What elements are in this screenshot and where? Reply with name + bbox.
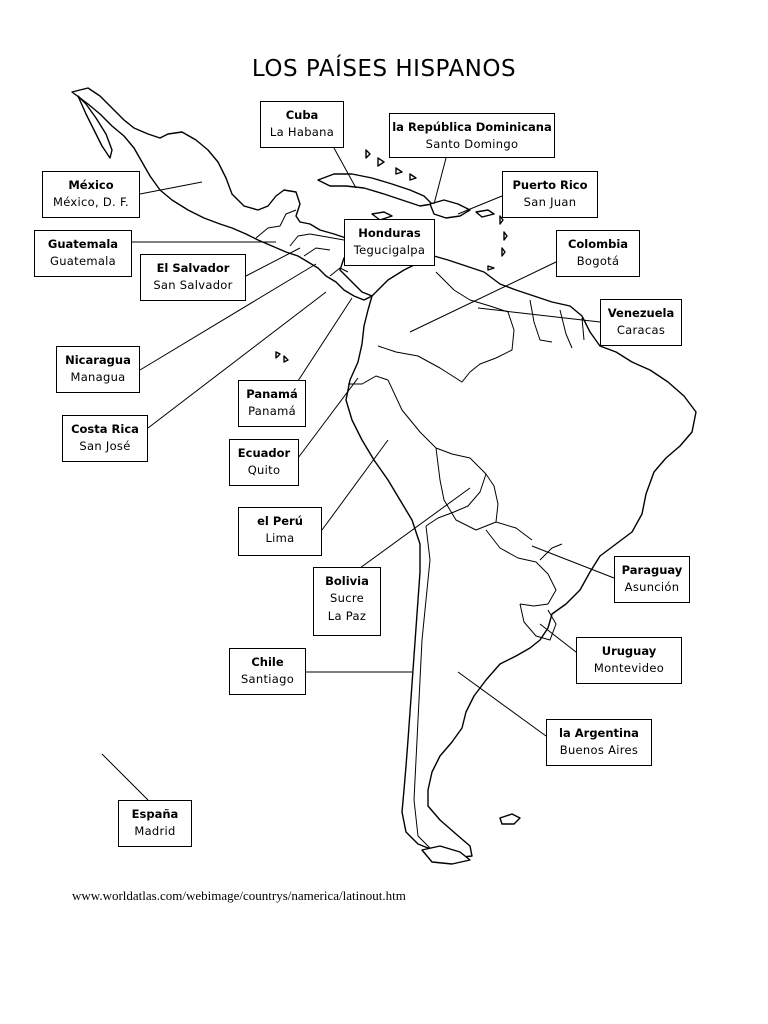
- country-name: Panamá: [246, 387, 298, 401]
- country-name: Guatemala: [47, 237, 119, 251]
- country-capital: Santo Domingo: [425, 137, 519, 151]
- country-capital: Montevideo: [593, 661, 665, 675]
- country-name: Venezuela: [607, 306, 675, 320]
- label-costa-rica: [62, 415, 148, 462]
- label-dominican-republic: [389, 113, 555, 158]
- country-name: México: [68, 178, 114, 192]
- country-capital: Tegucigalpa: [353, 243, 426, 257]
- country-capital: Managua: [70, 370, 126, 384]
- country-name: Honduras: [358, 226, 421, 240]
- country-capital: La Habana: [269, 125, 335, 139]
- country-capital: Bogotá: [576, 254, 620, 268]
- country-capital: Quito: [247, 463, 281, 477]
- country-name: Paraguay: [621, 563, 683, 577]
- label-el-salvador: [140, 254, 246, 301]
- label-colombia: [556, 230, 640, 277]
- country-capital: Panamá: [248, 404, 296, 418]
- country-capital: Madrid: [134, 824, 176, 838]
- country-capital: Buenos Aires: [559, 743, 639, 757]
- country-capital: México, D. F.: [53, 195, 129, 209]
- country-capital: Santiago: [240, 672, 295, 686]
- country-name: Puerto Rico: [512, 178, 588, 192]
- country-capital: San Juan: [523, 195, 577, 209]
- country-name: Cuba: [285, 108, 319, 122]
- lesser-antilles: [488, 216, 507, 270]
- source-url: www.worldatlas.com/webimage/countrys/namerica/latinout.htm: [72, 888, 406, 903]
- label-mexico: [42, 171, 140, 218]
- label-uruguay: [576, 637, 682, 684]
- label-cuba: [260, 101, 344, 148]
- country-name: Uruguay: [601, 644, 657, 658]
- country-capital: San José: [79, 439, 131, 453]
- country-name: Colombia: [567, 237, 629, 251]
- hispaniola-island: [430, 200, 470, 218]
- label-guatemala: [34, 230, 132, 277]
- label-venezuela: [600, 299, 682, 346]
- country-name: Costa Rica: [71, 422, 139, 436]
- country-capital: Caracas: [616, 323, 666, 337]
- label-peru: [238, 507, 322, 556]
- page-title: LOS PAÍSES HISPANOS: [251, 56, 517, 82]
- country-name: la República Dominicana: [392, 120, 552, 134]
- country-name: la Argentina: [559, 726, 639, 740]
- label-chile: [229, 648, 306, 695]
- country-name: el Perú: [257, 514, 303, 528]
- galapagos-islands: [276, 352, 288, 362]
- country-name: Bolivia: [325, 574, 369, 588]
- label-puerto-rico: [502, 171, 598, 218]
- country-name: Ecuador: [237, 446, 291, 460]
- country-name: España: [131, 807, 179, 821]
- label-panama: [238, 380, 306, 427]
- country-capital: Lima: [265, 531, 295, 545]
- country-capital: Guatemala: [49, 254, 117, 268]
- label-nicaragua: [56, 346, 140, 393]
- country-name: Chile: [251, 655, 284, 669]
- country-capital: Sucre: [330, 591, 364, 605]
- label-paraguay: [614, 556, 690, 603]
- country-capital: San Salvador: [153, 278, 233, 292]
- falkland-islands: [500, 814, 520, 824]
- label-bolivia: [313, 567, 381, 636]
- country-name: Nicaragua: [65, 353, 131, 367]
- country-name: El Salvador: [156, 261, 230, 275]
- country-capital-2: La Paz: [327, 609, 367, 623]
- puerto-rico-island: [476, 210, 494, 217]
- label-honduras: [344, 219, 435, 266]
- label-spain: [118, 800, 192, 847]
- country-capital: Asunción: [624, 580, 680, 594]
- label-ecuador: [229, 439, 299, 486]
- label-argentina: [546, 719, 652, 766]
